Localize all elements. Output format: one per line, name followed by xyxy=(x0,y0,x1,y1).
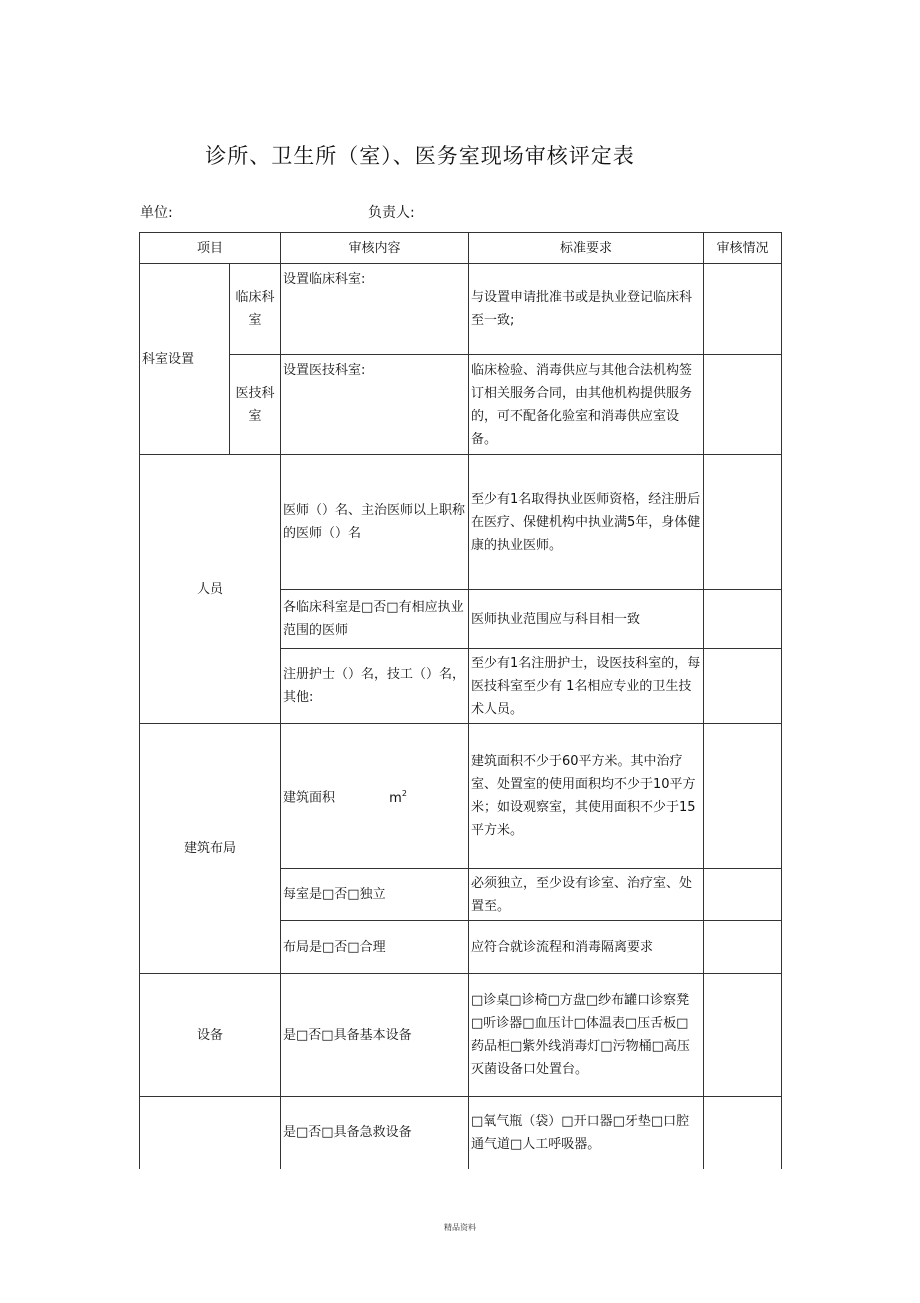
standard-text: □氧气瓶（袋）□开口器□牙垫□口腔通气道□人工呼吸器。 xyxy=(469,1097,704,1169)
table-row xyxy=(140,455,782,590)
audit-result-cell[interactable] xyxy=(704,869,782,921)
audit-content: 医师（）名、主治医师以上职称的医师（）名 xyxy=(281,455,469,590)
sub-label: 临床科室 xyxy=(230,264,281,355)
audit-content: 布局是□否□合理 xyxy=(281,921,469,974)
area-unit: m xyxy=(389,790,402,806)
audit-content xyxy=(281,724,469,869)
audit-result-cell[interactable] xyxy=(704,455,782,590)
standard-text: □诊桌□诊椅□方盘□纱布罐口诊察凳□听诊器□血压计□体温表□压舌板□药品柜□紫外线消毒灯□污物桶□高压灭菌设备口处置台。 xyxy=(469,974,704,1097)
audit-table xyxy=(139,232,782,1169)
section-label: 科室设置 xyxy=(140,264,230,455)
audit-content: 设置医技科室: xyxy=(281,355,469,455)
standard-text: 建筑面积不少于60平方米。其中治疗室、处置室的使用面积均不少于10平方米；如设观察室，其使用面积不少于15平方米。 xyxy=(469,724,704,869)
sub-label: 医技科室 xyxy=(230,355,281,455)
audit-content: 是□否□具备基本设备 xyxy=(281,974,469,1097)
audit-result-cell[interactable] xyxy=(704,355,782,455)
audit-result-cell[interactable] xyxy=(704,590,782,649)
standard-text: 必须独立，至少设有诊室、治疗室、处置至。 xyxy=(469,869,704,921)
table-row xyxy=(140,724,782,869)
standard-text: 至少有1名取得执业医师资格，经注册后在医疗、保健机构中执业满5年，身体健康的执业医师。 xyxy=(469,455,704,590)
audit-result-cell[interactable] xyxy=(704,724,782,869)
section-label-empty xyxy=(140,1097,281,1169)
section-label: 设备 xyxy=(140,974,281,1097)
audit-content: 设置临床科室: xyxy=(281,264,469,355)
standard-text: 应符合就诊流程和消毒隔离要求 xyxy=(469,921,704,974)
table-row xyxy=(140,264,782,355)
col-item: 项目 xyxy=(140,233,281,264)
standard-text: 至少有1名注册护士，设医技科室的，每医技科室至少有 1名相应专业的卫生技术人员。 xyxy=(469,649,704,724)
area-unit-sup: 2 xyxy=(401,789,407,799)
audit-content: 注册护士（）名，技工（）名，其他: xyxy=(281,649,469,724)
audit-content: 是□否□具备急救设备 xyxy=(281,1097,469,1169)
standard-text: 临床检验、消毒供应与其他合法机构签订相关服务合同，由其他机构提供服务的，可不配备化验室和消毒供应室设备。 xyxy=(469,355,704,455)
audit-result-cell[interactable] xyxy=(704,264,782,355)
table-row xyxy=(140,1097,782,1169)
unit-label: 单位: xyxy=(140,205,173,221)
responsible-label: 负责人: xyxy=(368,205,415,221)
col-content: 审核内容 xyxy=(281,233,469,264)
area-label: 建筑面积 xyxy=(283,790,336,806)
audit-result-cell[interactable] xyxy=(704,649,782,724)
standard-text: 医师执业范围应与科目相一致 xyxy=(469,590,704,649)
section-label: 人员 xyxy=(140,455,281,724)
audit-content: 各临床科室是□否□有相应执业范围的医师 xyxy=(281,590,469,649)
audit-result-cell[interactable] xyxy=(704,1097,782,1169)
header-row xyxy=(140,233,782,264)
table-row xyxy=(140,974,782,1097)
col-standard: 标准要求 xyxy=(469,233,704,264)
page-title: 诊所、卫生所（室）、医务室现场审核评定表 xyxy=(205,144,635,168)
audit-result-cell[interactable] xyxy=(704,974,782,1097)
table-row xyxy=(140,355,782,455)
audit-content: 每室是□否□独立 xyxy=(281,869,469,921)
standard-text: 与设置申请批准书或是执业登记临床科至一致; xyxy=(469,264,704,355)
footer-note: 精品资料 xyxy=(444,1223,476,1232)
audit-result-cell[interactable] xyxy=(704,921,782,974)
section-label: 建筑布局 xyxy=(140,724,281,974)
col-result: 审核情况 xyxy=(704,233,782,264)
